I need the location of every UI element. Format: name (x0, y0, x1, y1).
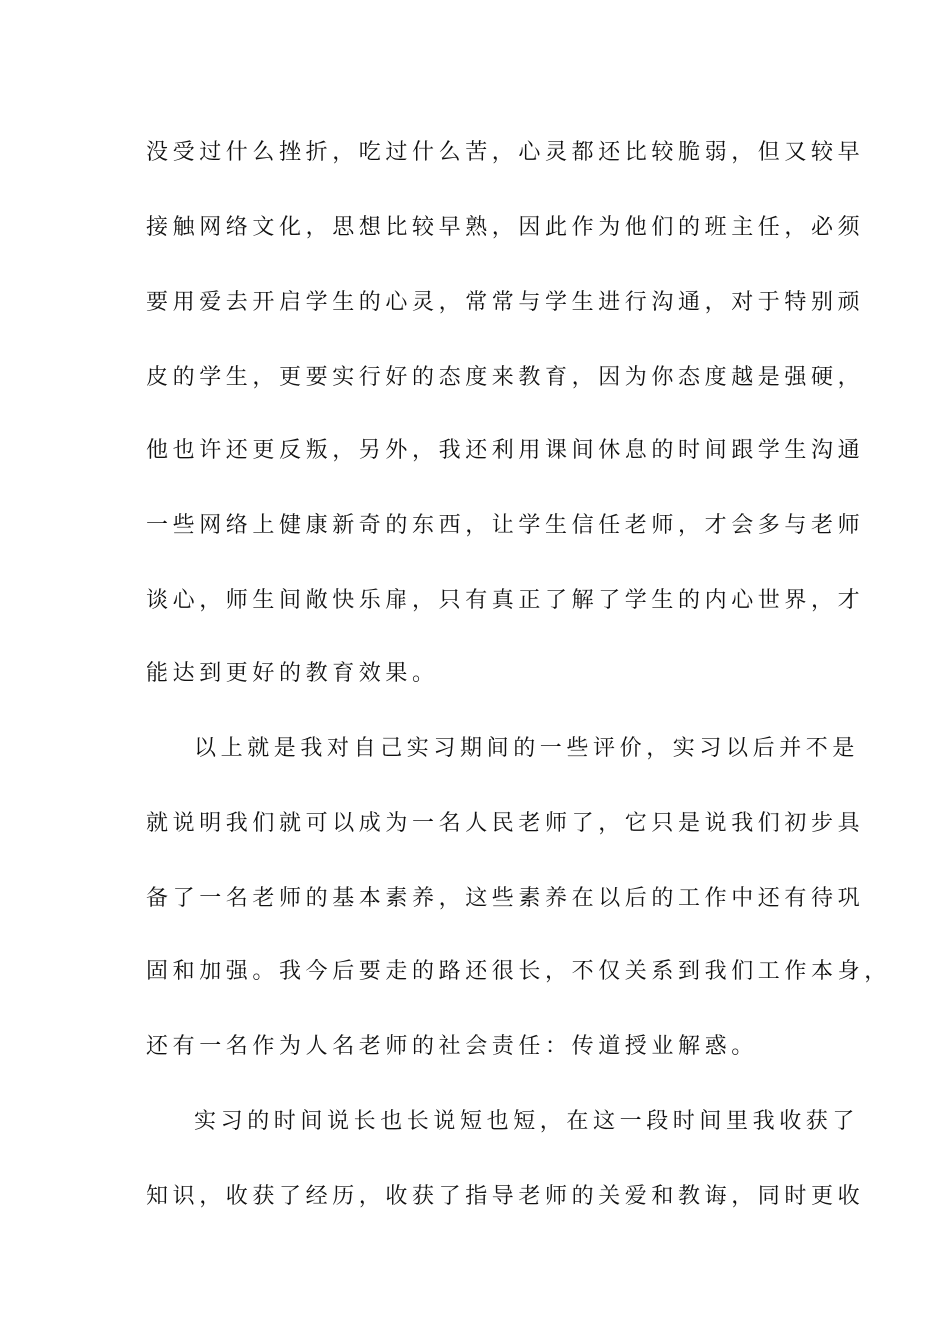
text-line: 就说明我们就可以成为一名人民老师了，它只是说我们初步具 (146, 811, 865, 836)
text-line: 实习的时间说长也长说短也短，在这一段时间里我收获了 (194, 1109, 860, 1134)
text-line: 没受过什么挫折，吃过什么苦，心灵都还比较脆弱，但又较早 (146, 140, 865, 165)
text-line: 知识，收获了经历，收获了指导老师的关爱和教诲，同时更收 (146, 1184, 865, 1209)
text-line: 能达到更好的教育效果。 (146, 661, 439, 686)
text-line: 以上就是我对自己实习期间的一些评价，实习以后并不是 (194, 736, 860, 761)
text-line: 备了一名老师的基本素养，这些素养在以后的工作中还有待巩 (146, 886, 865, 911)
text-line: 一些网络上健康新奇的东西，让学生信任老师，才会多与老师 (146, 513, 865, 538)
text-line: 他也许还更反叛，另外，我还利用课间休息的时间跟学生沟通 (146, 438, 865, 463)
text-line: 接触网络文化，思想比较早熟，因此作为他们的班主任，必须 (146, 215, 865, 240)
text-line: 还有一名作为人名老师的社会责任：传道授业解惑。 (146, 1034, 758, 1059)
text-line: 谈心，师生间敞快乐扉，只有真正了解了学生的内心世界，才 (146, 588, 865, 613)
text-line: 要用爱去开启学生的心灵，常常与学生进行沟通，对于特别顽 (146, 290, 865, 315)
text-line: 皮的学生，更要实行好的态度来教育，因为你态度越是强硬， (146, 365, 865, 390)
text-line: 固和加强。我今后要走的路还很长，不仅关系到我们工作本身， (146, 959, 891, 984)
